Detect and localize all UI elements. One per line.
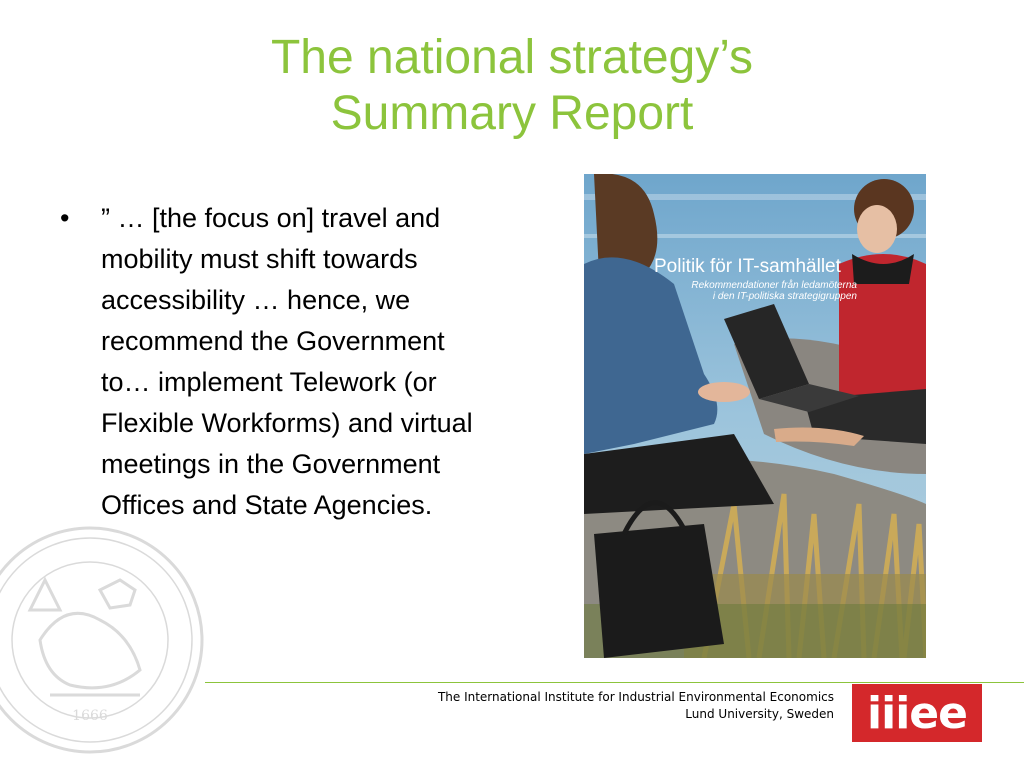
iiiee-logo-text: iiiee xyxy=(867,687,967,739)
footer-institution xyxy=(438,689,834,723)
bullet-list xyxy=(60,198,480,526)
cover-photo-illustration xyxy=(584,174,926,658)
cover-subtitle-line-1: Rekommendationer från ledamöterna xyxy=(691,280,857,291)
cover-subtitle-line-2: i den IT-politiska strategigruppen xyxy=(712,291,857,302)
slide-title-line-2: Summary Report xyxy=(330,87,694,140)
report-cover-image xyxy=(584,174,926,658)
footer-divider xyxy=(205,682,1024,683)
cover-title: Politik för IT-samhället xyxy=(654,256,841,277)
university-seal-icon xyxy=(0,520,210,760)
footer-line-2: Lund University, Sweden xyxy=(685,707,834,721)
bullet-text: ” … [the focus on] travel and mobility must shift towards accessibility … hence, we recommend the Government to… implement Telework (or Flexible Workforms) and virtual meetings in the Government Offices and State Agencies. xyxy=(101,203,473,520)
svg-text:1666: 1666 xyxy=(72,708,108,724)
slide-title-line-1: The national strategy’s xyxy=(270,31,754,84)
cover-subtitle xyxy=(652,280,857,302)
bullet-marker: • xyxy=(60,203,70,233)
footer-line-1: The International Institute for Industrial Environmental Economics xyxy=(437,690,834,704)
iiiee-logo xyxy=(852,684,982,742)
slide-title xyxy=(150,30,874,142)
bullet-item xyxy=(60,198,480,526)
